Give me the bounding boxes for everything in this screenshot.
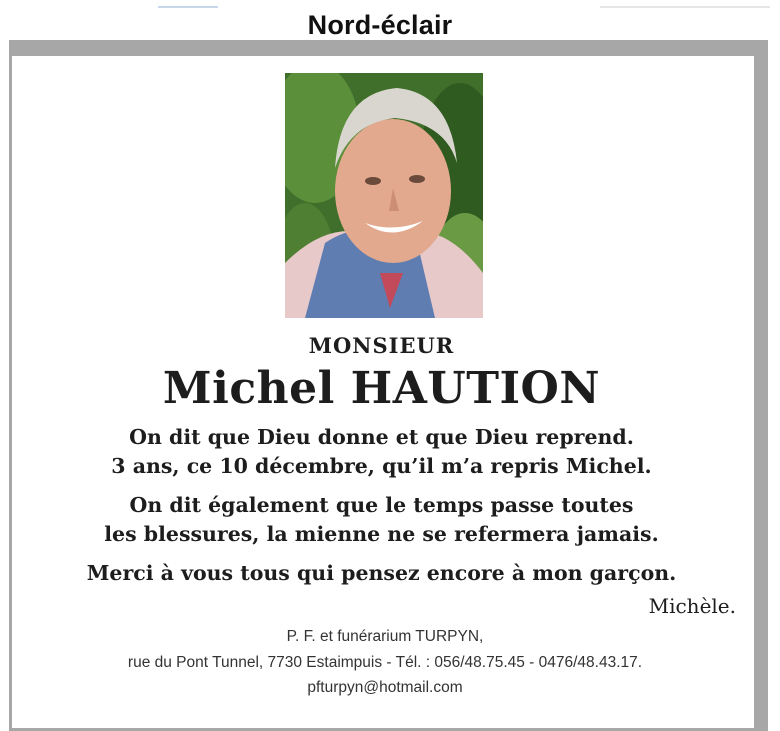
notice-line: les blessures, la mienne ne se refermera jamais. bbox=[104, 522, 659, 546]
honorific: MONSIEUR bbox=[308, 333, 455, 358]
top-rule-right bbox=[600, 6, 770, 8]
top-rule-left bbox=[158, 6, 218, 8]
notice-line: On dit que Dieu donne et que Dieu reprend. bbox=[129, 425, 634, 449]
funeral-home-email: pfturpyn@hotmail.com bbox=[307, 679, 463, 696]
funeral-home-address: rue du Pont Tunnel, 7730 Estaimpuis - Tél. : 056/48.75.45 - 0476/48.43.17. bbox=[127, 654, 643, 671]
deceased-name: Michel HAUTION bbox=[162, 363, 601, 414]
portrait-photo bbox=[285, 73, 483, 318]
signature: Michèle. bbox=[648, 594, 736, 618]
notice-line: 3 ans, ce 10 décembre, qu’il m’a repris Michel. bbox=[111, 454, 652, 478]
newspaper-masthead: Nord-éclair bbox=[307, 10, 453, 40]
notice-line: Merci à vous tous qui pensez encore à mon garçon. bbox=[86, 561, 677, 585]
notice-line: On dit également que le temps passe toutes bbox=[129, 493, 634, 517]
funeral-home-name: P. F. et funérarium TURPYN, bbox=[286, 628, 484, 645]
